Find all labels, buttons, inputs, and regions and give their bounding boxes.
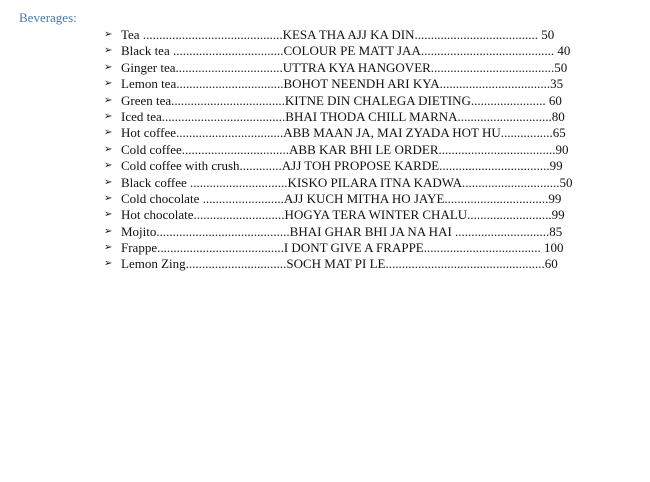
menu-item-text: Black coffee ..............................KISKO PILARA ITNA KADWA..............................50 [121,174,573,190]
menu-item-text: Tea ...........................................KESA THA AJJ KA DIN...................................... 50 [121,27,555,42]
menu-item-text: Ginger tea.................................UTTRA KYA HANGOVER......................................50 [121,59,568,75]
arrow-bullet-icon: ➢ [104,45,113,57]
menu-item-text: Lemon tea.................................BOHOT NEENDH ARI KYA..................................35 [121,76,564,92]
section-heading: Beverages: [19,10,77,25]
menu-item-text: Hot coffee.................................ABB MAAN JA, MAI ZYADA HOT HU................65 [121,125,566,141]
arrow-bullet-icon: ➢ [104,78,113,90]
arrow-bullet-icon: ➢ [104,176,113,188]
menu-item-text: Lemon Zing...............................SOCH MAT PI LE.................................................60 [121,256,558,272]
menu-item-text: Black tea ..................................COLOUR PE MATT JAA......................................... 40 [121,43,571,59]
arrow-bullet-icon: ➢ [104,61,113,73]
arrow-bullet-icon: ➢ [104,258,113,270]
arrow-bullet-icon: ➢ [104,209,113,221]
menu-item-text: Cold coffee.................................ABB KAR BHI LE ORDER....................................90 [121,141,569,157]
menu-item-text: Mojito.........................................BHAI GHAR BHI JA NA HAI .............................85 [121,223,563,239]
menu-item-text: Green tea...................................KITNE DIN CHALEGA DIETING....................... 60 [121,92,562,108]
arrow-bullet-icon: ➢ [104,242,113,254]
menu-item-text: Hot chocolate............................HOGYA TERA WINTER CHALU..........................99 [121,207,565,223]
arrow-bullet-icon: ➢ [104,192,113,204]
arrow-bullet-icon: ➢ [104,127,113,139]
arrow-bullet-icon: ➢ [104,94,113,106]
arrow-bullet-icon: ➢ [104,160,113,172]
arrow-bullet-icon: ➢ [104,143,113,155]
menu-item-text: Iced tea......................................BHAI THODA CHILL MARNA.............................80 [121,108,565,124]
arrow-bullet-icon: ➢ [104,110,113,122]
menu-item-text: Cold chocolate .........................AJJ KUCH MITHA HO JAYE................................99 [121,190,562,206]
menu-item-text: Frappe.......................................I DONT GIVE A FRAPPE.................................... 100 [121,240,564,256]
arrow-bullet-icon: ➢ [104,225,113,237]
arrow-bullet-icon: ➢ [104,29,113,40]
menu-item-text: Cold coffee with crush.............AJJ TOH PROPOSE KARDE..................................99 [121,158,563,174]
